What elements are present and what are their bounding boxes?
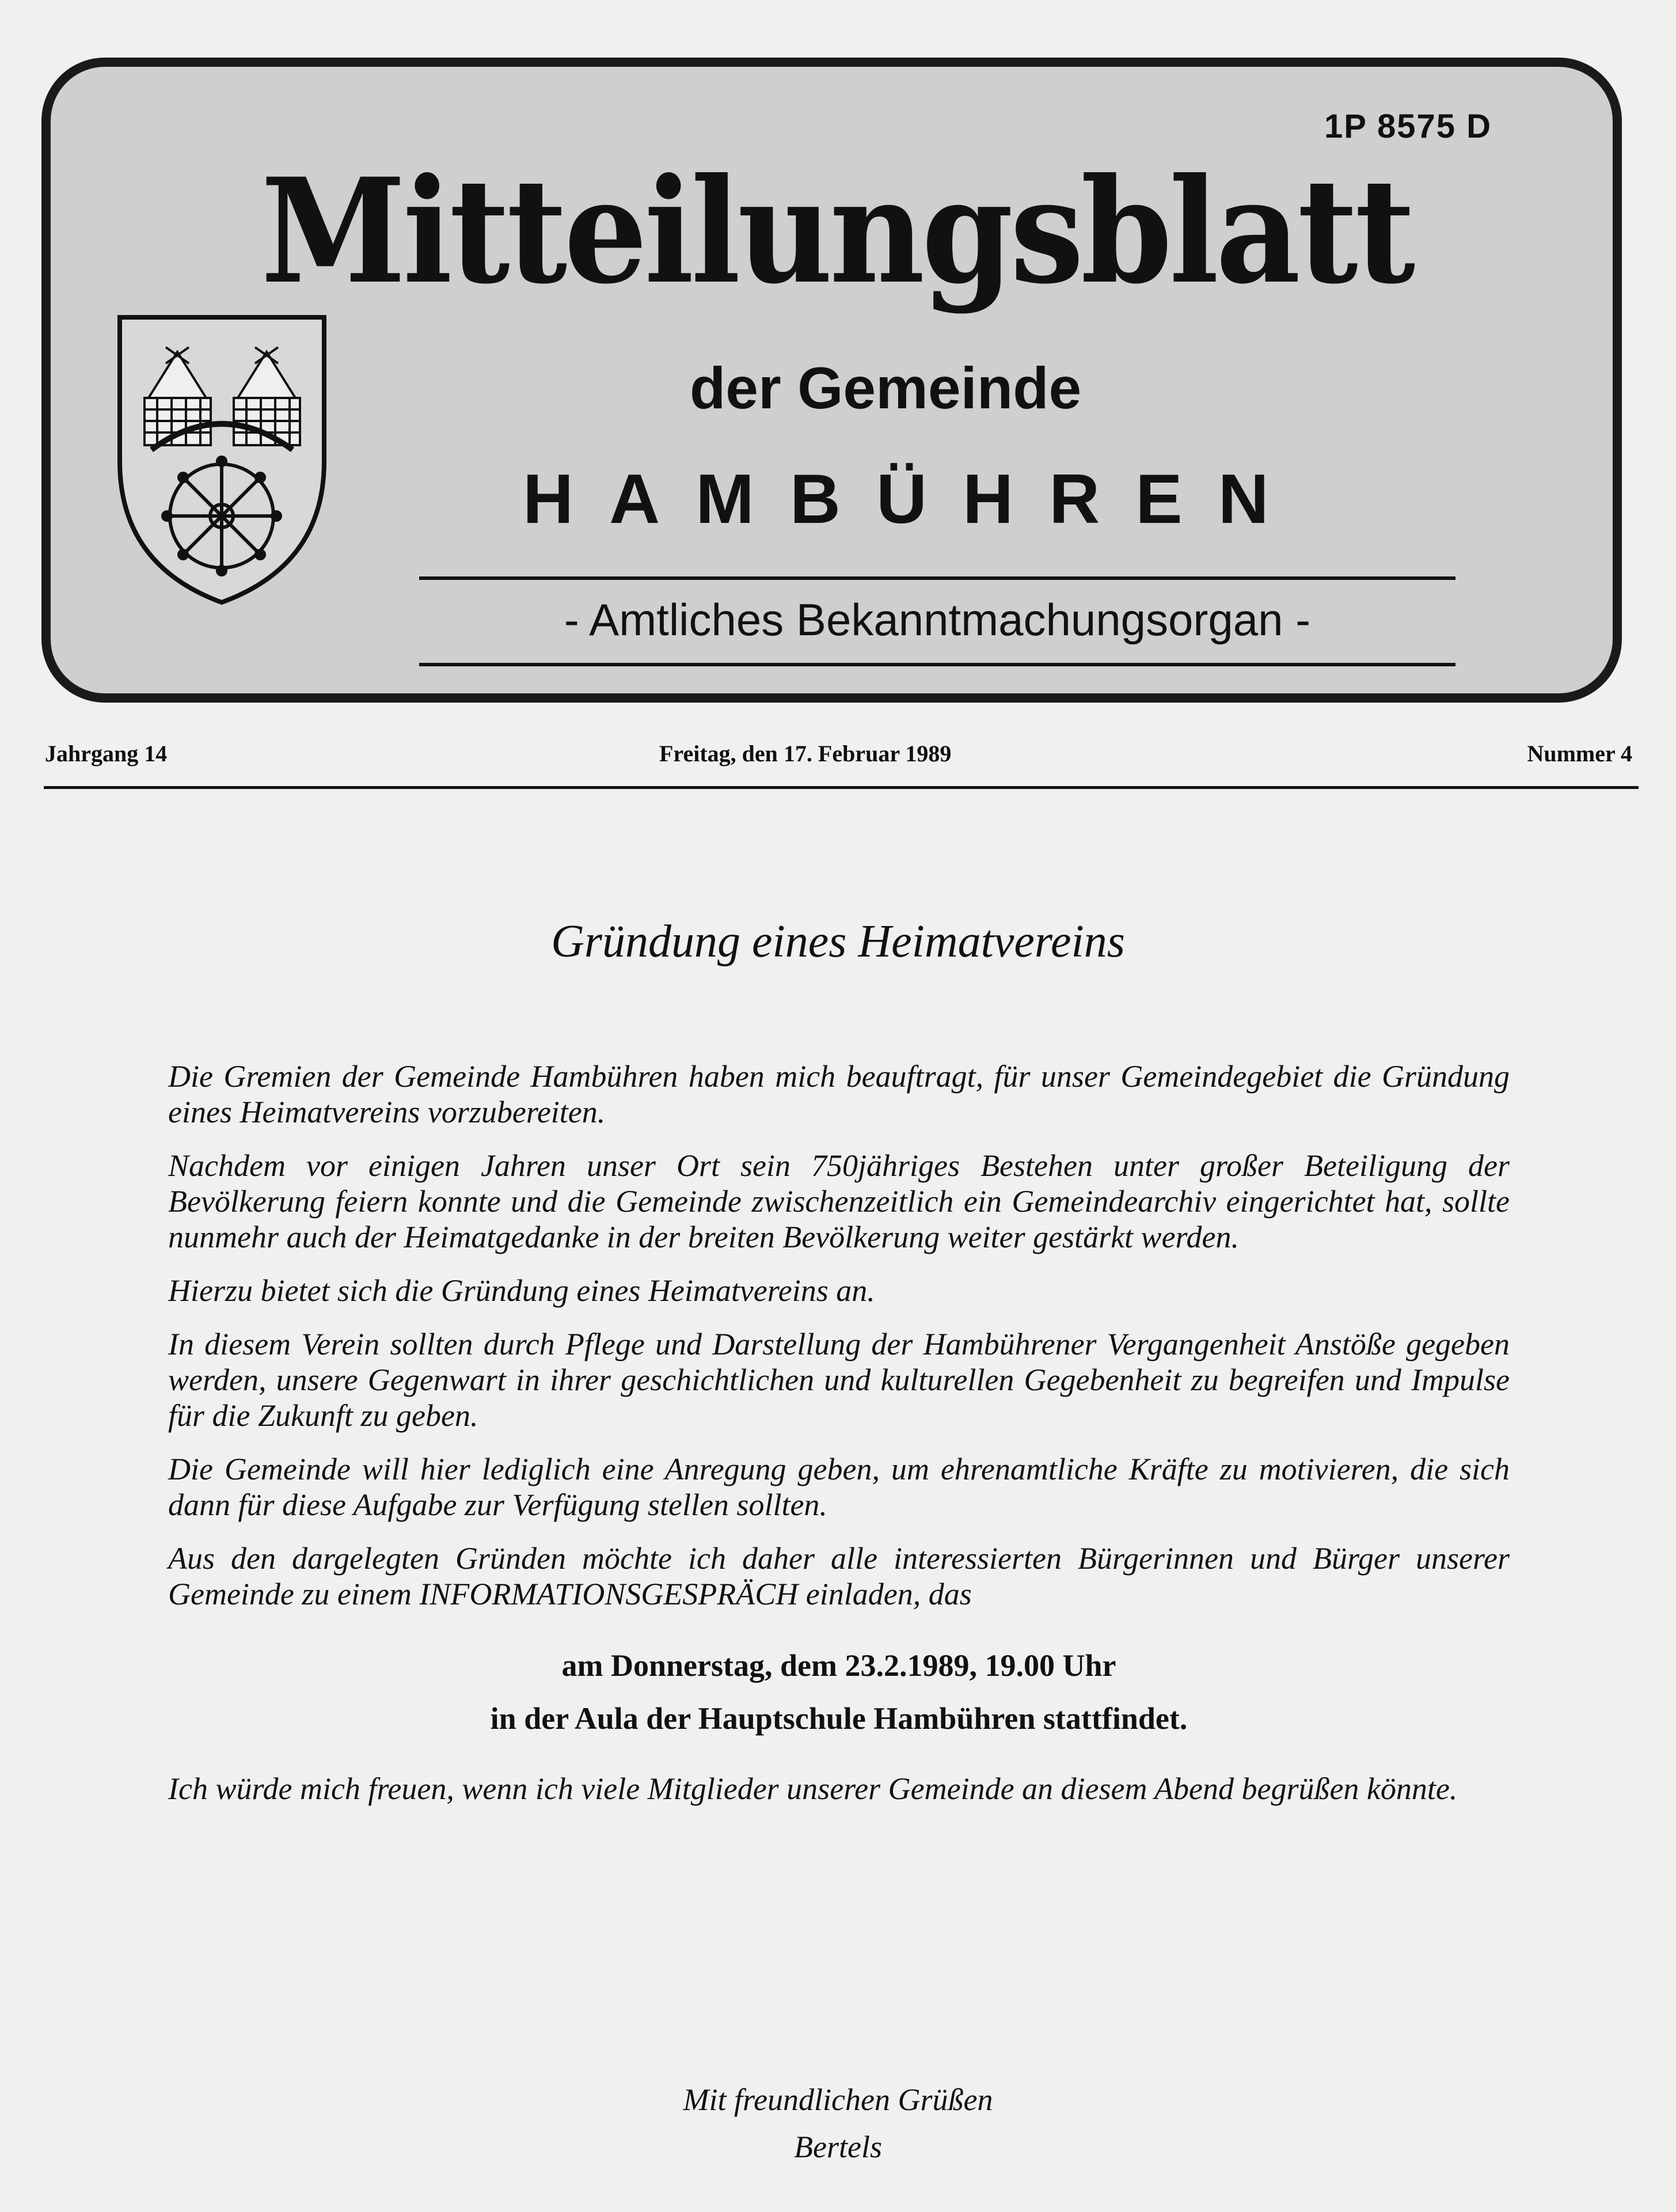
coat-of-arms-icon <box>111 306 333 608</box>
article-paragraph-5: Die Gemeinde will hier lediglich eine Anregung geben, um ehrenamtliche Kräfte zu motivieren, die sich dann für diese Aufgabe zur Verfügung stellen sollten. <box>168 1452 1510 1522</box>
closing-signature-block <box>0 2076 1676 2171</box>
masthead-divider-top <box>419 576 1455 580</box>
closing-paragraph: Ich würde mich freuen, wenn ich viele Mitglieder unserer Gemeinde an diesem Abend begrüßen könnte. <box>168 1771 1458 1806</box>
publication-code: 1P 8575 D <box>1324 108 1492 145</box>
issue-date: Freitag, den 17. Februar 1989 <box>659 741 952 767</box>
event-date-time: am Donnerstag, dem 23.2.1989, 19.00 Uhr <box>561 1648 1116 1683</box>
municipality-name: HAMBÜHREN <box>523 460 1305 538</box>
article-body <box>168 1058 1510 1824</box>
article-paragraph-6: Aus den dargelegten Gründen möchte ich daher alle interessierten Bürgerinnen und Bürger unserer Gemeinde zu einem INFORMATIONSGESPRÄCH einladen, das <box>168 1541 1510 1611</box>
official-organ-label: - Amtliches Bekanntmachungsorgan - <box>564 594 1311 645</box>
issue-number: Nummer 4 <box>1527 741 1632 767</box>
subtitle-gemeinde: der Gemeinde <box>690 355 1082 421</box>
newspaper-title: Mitteilungsblatt <box>261 146 1412 316</box>
masthead-divider-bottom <box>419 663 1455 666</box>
article-paragraph-1: Die Gremien der Gemeinde Hambühren haben mich beauftragt, für unser Gemeindegebiet die Gründung eines Heimatvereins vorzubereiten. <box>168 1059 1510 1129</box>
article-paragraph-2: Nachdem vor einigen Jahren unser Ort sein 750jähriges Bestehen unter großer Beteiligung der Bevölkerung feiern konnte und die Gemeinde zwischenzeitlich ein Gemeindearchiv eingerichtet hat, sollte nunmehr auch der Heimatgedanke in der breiten Bevölkerung weiter gestärkt werden. <box>168 1148 1510 1254</box>
header-divider <box>44 786 1639 789</box>
event-location: in der Aula der Hauptschule Hambühren stattfindet. <box>490 1701 1188 1736</box>
issue-volume: Jahrgang 14 <box>45 741 168 767</box>
article-paragraph-4: In diesem Verein sollten durch Pflege und Darstellung der Hambührener Vergangenheit Anstöße gegeben werden, unsere Gegenwart in ihrer geschichtlichen und kulturellen Gegebenheit zu begreifen und Impulse für die Zukunft zu geben. <box>168 1327 1510 1433</box>
signature: Bertels <box>794 2130 882 2164</box>
masthead <box>41 58 1622 703</box>
event-details <box>168 1648 1510 1736</box>
salutation: Mit freundlichen Grüßen <box>683 2082 993 2117</box>
article-paragraph-3: Hierzu bietet sich die Gründung eines Heimatvereins an. <box>168 1273 875 1308</box>
article-headline: Gründung eines Heimatvereins <box>551 916 1125 967</box>
